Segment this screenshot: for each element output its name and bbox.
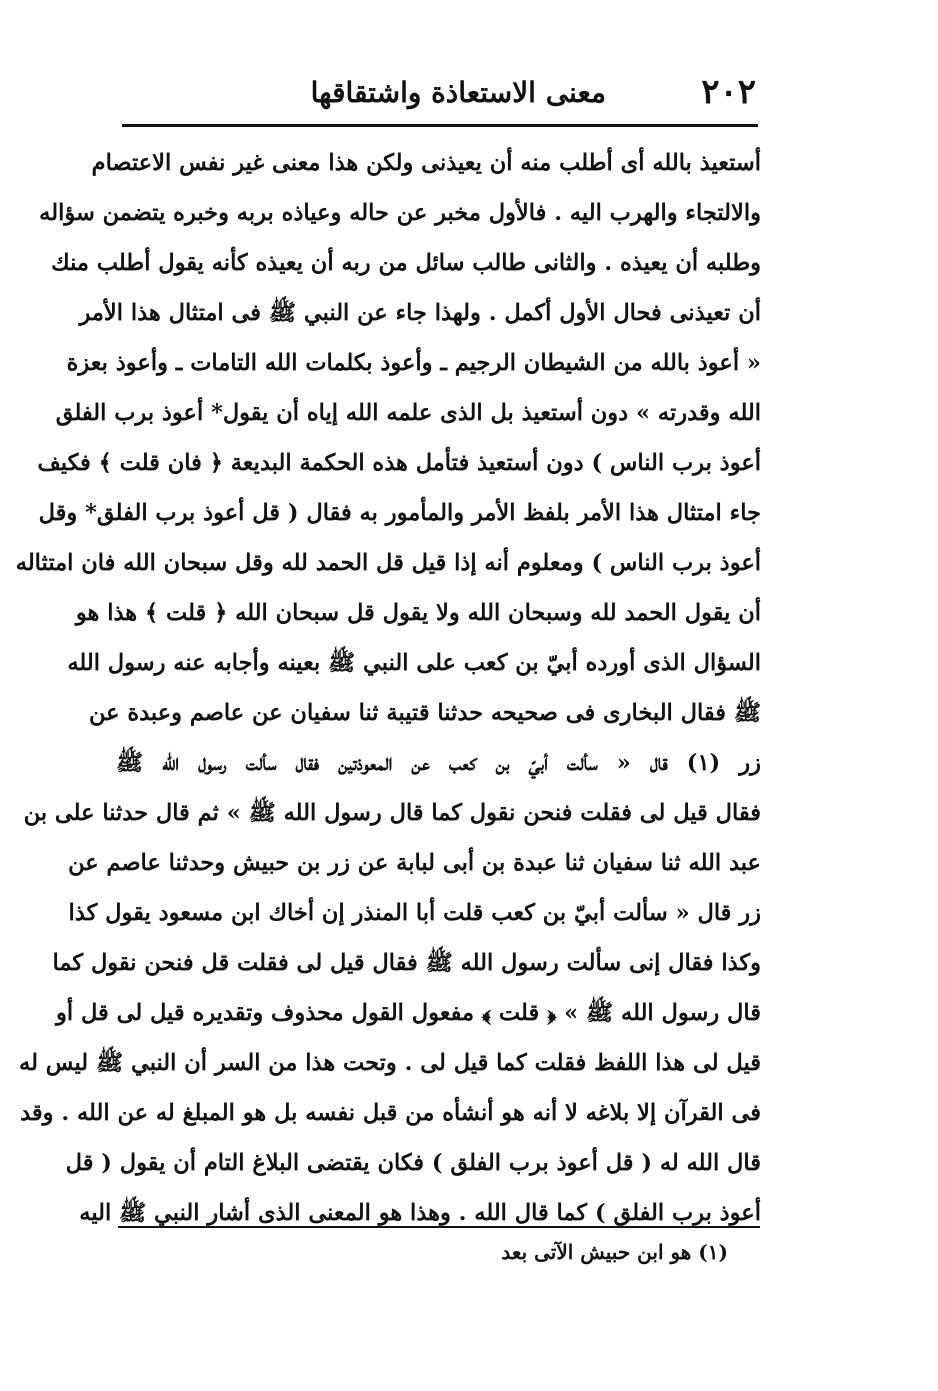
body-text bbox=[15, 138, 761, 1238]
text-line: جاء امتثال هذا الأمر بلفظ الأمر والمأمور به فقال ( قل أعوذ برب الفلق* وقل bbox=[38, 500, 761, 526]
header-rule bbox=[122, 124, 758, 127]
text-line: فقال قيل لى فقلت فنحن نقول كما قال رسول الله ﷺ » ثم قال حدثنا على بن bbox=[23, 800, 761, 826]
text-line: قيل لى هذا اللفظ فقلت كما قيل لى . وتحت هذا من السر أن النبي ﷺ ليس له bbox=[19, 1050, 761, 1076]
text-line: أعوذ برب الفلق ) كما قال الله . وهذا هو المعنى الذى أشار النبي ﷺ اليه bbox=[79, 1200, 761, 1226]
footnote-rule bbox=[118, 1226, 760, 1228]
text-line: فى القرآن إلا بلاغه لا أنه هو أنشأه من قبل نفسه بل هو المبلغ له عن الله . وقد bbox=[20, 1100, 761, 1126]
text-line: ﷺ فقال البخارى فى صحيحه حدثنا قتيبة ثنا سفيان عن عاصم وعبدة عن bbox=[88, 700, 761, 726]
text-line: والالتجاء والهرب اليه . فالأول مخبر عن حاله وعياذه بربه وخبره يتضمن سؤاله bbox=[39, 200, 761, 226]
text-line: قال الله له ( قل أعوذ برب الفلق ) فكان يقتضى البلاغ التام أن يقول ( قل bbox=[65, 1150, 761, 1176]
text-line: زر قال « سألت أبيّ بن كعب قلت أبا المنذر إن أخاك ابن مسعود يقول كذا bbox=[68, 900, 761, 926]
text-line: قال رسول الله ﷺ » ﴿ قلت ﴾ مفعول القول محذوف وتقديره قيل لى قل أو bbox=[56, 1000, 761, 1026]
text-line: زر (١) قال « سألت أبيّ بن كعب عن المعوذتين فقال سألت رسول الله ﷺ bbox=[116, 750, 761, 776]
page-number: ٢٠٢ bbox=[701, 72, 756, 112]
text-line: أن تعيذنى فحال الأول أكمل . ولهذا جاء عن النبي ﷺ فى امتثال هذا الأمر bbox=[79, 300, 761, 326]
running-title: معنى الاستعاذة واشتقاقها bbox=[310, 76, 606, 109]
text-line: « أعوذ بالله من الشيطان الرجيم ـ وأعوذ بكلمات الله التامات ـ وأعوذ بعزة bbox=[66, 350, 761, 376]
text-line: أن يقول الحمد لله وسبحان الله ولا يقول قل سبحان الله ﴿ قلت ﴾ هذا هو bbox=[75, 600, 761, 626]
text-line: أعوذ برب الناس ) دون أستعيذ فتأمل هذه الحكمة البديعة ﴿ فان قلت ﴾ فكيف bbox=[37, 450, 761, 476]
footnote: (١) هو ابن حبيش الآتى بعد bbox=[501, 1240, 728, 1264]
text-line: عبد الله ثنا سفيان ثنا عبدة بن أبى لبابة عن زر بن حبيش وحدثنا عاصم عن bbox=[68, 850, 761, 876]
text-line: وطلبه أن يعيذه . والثانى طالب سائل من ربه أن يعيذه كأنه يقول أطلب منك bbox=[51, 250, 761, 276]
text-line: وكذا فقال إنى سألت رسول الله ﷺ فقال قيل لى فقلت قل فنحن نقول كما bbox=[52, 950, 761, 976]
text-line: الله وقدرته » دون أستعيذ بل الذى علمه الله إياه أن يقول* أعوذ برب الفلق bbox=[55, 400, 761, 426]
text-line: السؤال الذى أورده أبيّ بن كعب على النبي ﷺ بعينه وأجابه عنه رسول الله bbox=[67, 650, 761, 676]
page-header bbox=[124, 68, 756, 124]
text-line: أستعيذ بالله أى أطلب منه أن يعيذنى ولكن هذا معنى غير نفس الاعتصام bbox=[91, 150, 761, 176]
text-line: أعوذ برب الناس ) ومعلوم أنه إذا قيل قل الحمد لله وقل سبحان الله فان امتثاله bbox=[15, 550, 761, 576]
